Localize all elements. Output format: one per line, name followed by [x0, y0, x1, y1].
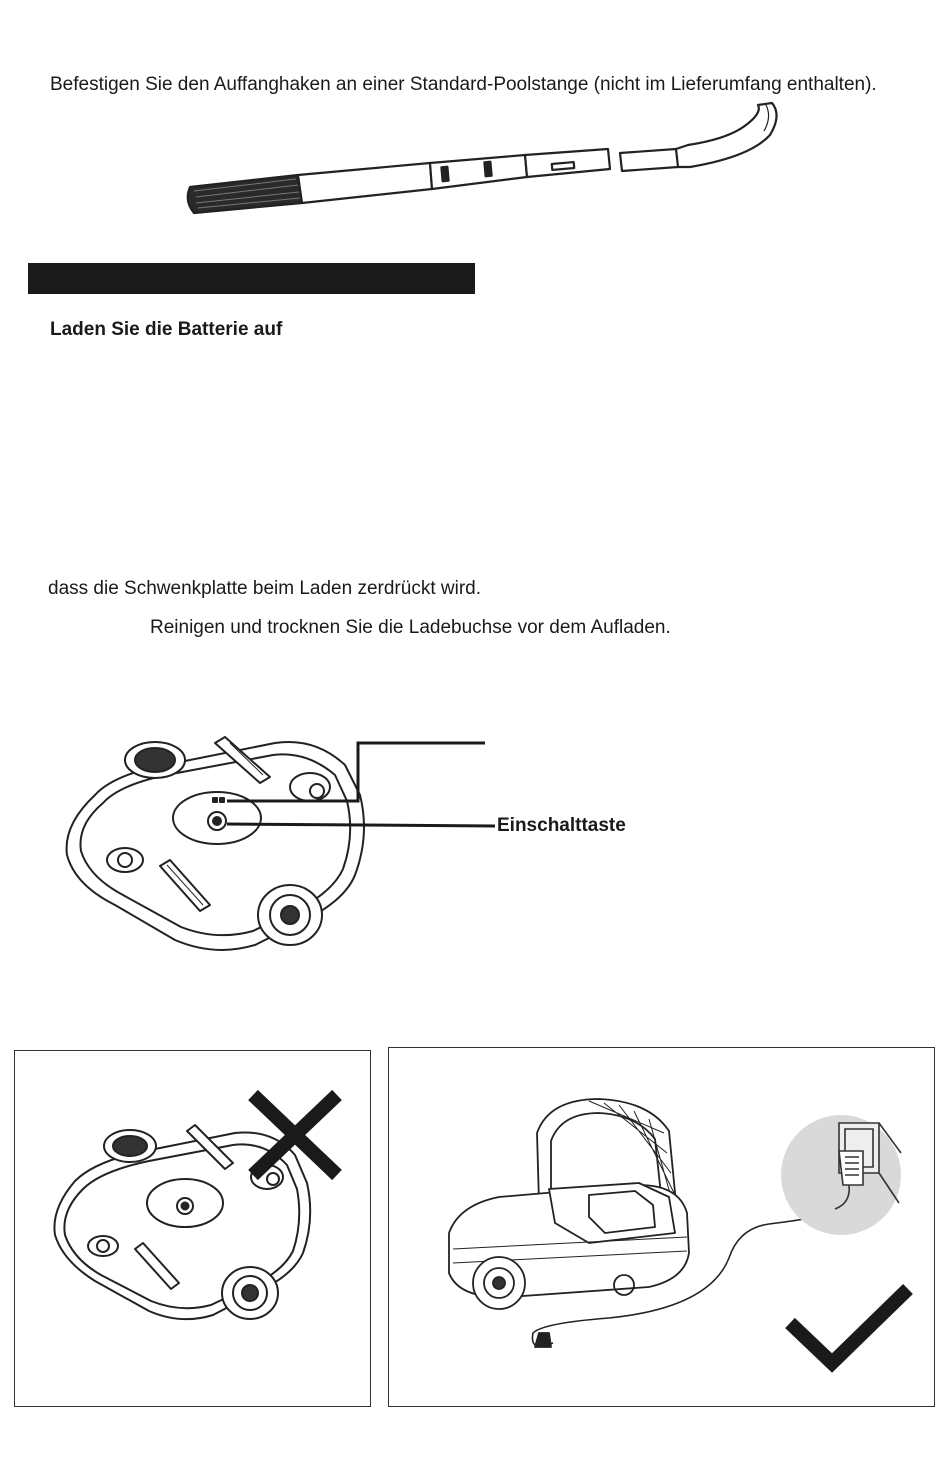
checkmark-icon: [784, 1283, 914, 1373]
cross-icon: [245, 1089, 345, 1181]
incorrect-charging-panel: [14, 1050, 371, 1407]
correct-charging-panel: [388, 1047, 935, 1407]
power-button-label: Einschalttaste: [497, 815, 626, 836]
pole-hook-instruction: Befestigen Sie den Auffanghaken an einer Standard-Poolstange (nicht im Lieferumfang enthalten).: [50, 74, 877, 95]
swivel-plate-note: dass die Schwenkplatte beim Laden zerdrückt wird.: [48, 578, 482, 599]
pole-with-hook-illustration: [180, 105, 780, 220]
robot-top-view-diagram: [55, 725, 495, 975]
wall-socket-icon: [779, 1113, 904, 1238]
section-bar: [28, 263, 475, 294]
section-heading: Laden Sie die Batterie auf: [50, 319, 283, 340]
clean-port-note: Reinigen und trocknen Sie die Ladebuchse vor dem Aufladen.: [150, 617, 671, 638]
